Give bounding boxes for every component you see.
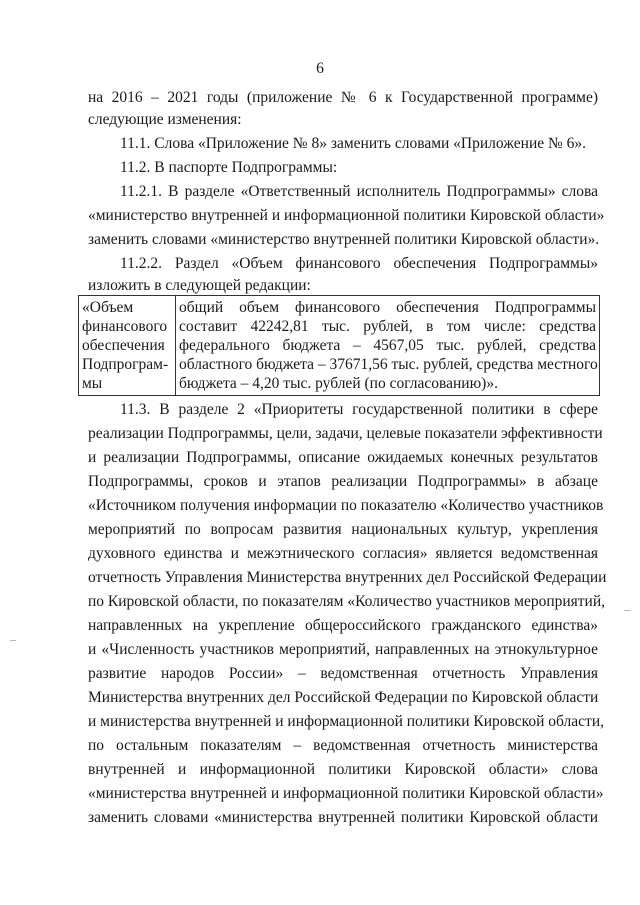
text-line: следующие изменения: bbox=[88, 111, 242, 128]
text-line: внутренней и информационной политики Кировской области» слова bbox=[88, 761, 598, 778]
value-line: бюджета – 4,20 тыс. рублей (по согласованию)». bbox=[179, 375, 498, 392]
text-line: Министерства внутренних дел Российской Федерации по Кировской области bbox=[88, 689, 599, 706]
text-line: «министерство внутренней и информационной политики Кировской области» bbox=[88, 207, 605, 224]
text-line: отчетность Управления Министерства внутренних дел Российской Федерации bbox=[88, 569, 607, 586]
text-line: направленных на укрепление общероссийского гражданского единства» bbox=[88, 617, 598, 634]
scan-mark-right: – bbox=[624, 602, 630, 616]
label-line: мы bbox=[82, 375, 103, 392]
financing-table bbox=[78, 295, 600, 396]
text-line: «министерства внутренней и информационной политики Кировской области» bbox=[88, 785, 604, 802]
value-line: составит 42242,81 тыс. рублей, в том числе: средства bbox=[179, 318, 596, 335]
text-line: заменить словами «министерства внутренней политики Кировской области bbox=[88, 809, 598, 826]
text-line: и реализации Подпрограммы, описание ожидаемых конечных результатов bbox=[88, 449, 598, 466]
text-line: и министерства внутренней и информационной политики Кировской области, bbox=[88, 713, 604, 730]
text-line: 11.1. Слова «Приложение № 8» заменить словами «Приложение № 6». bbox=[120, 135, 587, 152]
text-line: 11.3. В разделе 2 «Приоритеты государственной политики в сфере bbox=[120, 401, 598, 418]
text-line: «Источником получения информации по показателю «Количество участников bbox=[88, 497, 604, 514]
label-line: Подпрограм- bbox=[82, 356, 169, 373]
label-line: обеспечения bbox=[82, 337, 165, 354]
text-line: 11.2.1. В разделе «Ответственный исполнитель Подпрограммы» слова bbox=[120, 183, 598, 200]
text-line: и «Численность участников мероприятий, направленных на этнокультурное bbox=[88, 641, 598, 658]
text-line: 11.2.2. Раздел «Объем финансового обеспечения Подпрограммы» bbox=[120, 255, 598, 272]
text-line: духовного единства и межэтнического согласия» является ведомственная bbox=[88, 545, 598, 562]
text-line: на 2016 – 2021 годы (приложение № 6 к Государственной программе) bbox=[88, 89, 598, 106]
scan-mark-left: – bbox=[10, 632, 16, 646]
page-number: 6 bbox=[316, 60, 324, 77]
value-line: областного бюджета – 37671,56 тыс. рублей, средства местного bbox=[179, 356, 598, 373]
value-line: общий объем финансового обеспечения Подпрограммы bbox=[179, 299, 596, 316]
text-line: 11.2. В паспорте Подпрограммы: bbox=[120, 159, 338, 176]
table-label-cell bbox=[79, 296, 176, 396]
table-row bbox=[79, 296, 600, 396]
text-line: по остальным показателям – ведомственная отчетность министерства bbox=[88, 737, 598, 754]
text-line: изложить в следующей редакции: bbox=[88, 277, 311, 294]
text-line: заменить словами «министерство внутренней политики Кировской области». bbox=[88, 231, 600, 248]
label-line: «Объем bbox=[82, 299, 134, 316]
text-line: Подпрограммы, сроков и этапов реализации Подпрограммы» в абзаце bbox=[88, 473, 598, 490]
text-line: по Кировской области, по показателям «Количество участников мероприятий, bbox=[88, 593, 606, 610]
text-line: реализации Подпрограммы, цели, задачи, целевые показатели эффективности bbox=[88, 425, 603, 442]
label-line: финансового bbox=[82, 318, 168, 335]
value-line: федерального бюджета – 4567,05 тыс. рублей, средства bbox=[179, 337, 596, 354]
table-value-cell bbox=[176, 296, 600, 396]
text-line: мероприятий по вопросам развития национальных культур, укрепления bbox=[88, 521, 598, 538]
text-line: развитие народов России» – ведомственная отчетность Управления bbox=[88, 665, 598, 682]
